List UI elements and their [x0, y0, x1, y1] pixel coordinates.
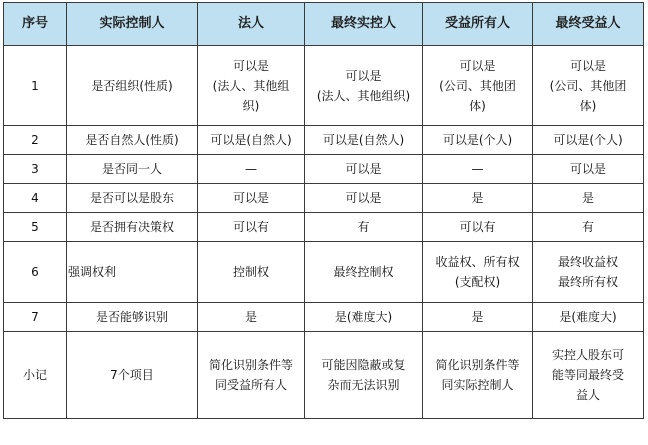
cell-ultimate-beneficiary: 是(难度大) [533, 303, 644, 332]
cell-ultimate-controller: 是(难度大) [305, 303, 423, 332]
table-row [4, 126, 644, 155]
cell-legal-person [198, 332, 305, 419]
cell-ultimate-beneficiary [533, 332, 644, 419]
cell-line: 能等同最终受 [551, 368, 624, 382]
cell-item: 是否能够识别 [67, 303, 198, 332]
cell-no: 1 [4, 46, 67, 126]
cell-beneficial-owner: 是 [423, 184, 533, 213]
cell-line: 益人 [575, 388, 600, 402]
cell-beneficial-owner: 是 [423, 303, 533, 332]
cell-legal-person: 可以有 [198, 213, 305, 242]
cell-legal-person: 控制权 [198, 242, 305, 303]
cell-line: 简化识别条件等 [435, 358, 520, 372]
cell-line: 最终收益权 [557, 255, 618, 269]
cell-ultimate-beneficiary: 可以是 [533, 155, 644, 184]
cell-no: 小记 [4, 332, 67, 419]
cell-legal-person [198, 46, 305, 126]
cell-line: 同实际控制人 [441, 378, 514, 392]
cell-line: (支配权) [454, 275, 501, 289]
cell-line: 可能因隐蔽或复 [321, 358, 406, 372]
cell-beneficial-owner: 可以有 [423, 213, 533, 242]
table-header-row [4, 3, 644, 46]
cell-beneficial-owner [423, 46, 533, 126]
cell-ultimate-controller: 可以是 [305, 155, 423, 184]
cell-ultimate-controller [305, 332, 423, 419]
table-row-summary [4, 332, 644, 419]
cell-legal-person: — [198, 155, 305, 184]
cell-line: (法人、其他组织) [316, 88, 411, 103]
cell-line: 可以是 [345, 68, 382, 83]
cell-no: 5 [4, 213, 67, 242]
cell-ultimate-controller: 有 [305, 213, 423, 242]
header-beneficial-owner: 受益所有人 [423, 3, 533, 46]
cell-line: 织) [242, 98, 260, 113]
table-row [4, 303, 644, 332]
cell-ultimate-beneficiary: 有 [533, 213, 644, 242]
cell-line: 最终所有权 [557, 275, 618, 289]
cell-ultimate-beneficiary: 是 [533, 184, 644, 213]
cell-beneficial-owner [423, 242, 533, 303]
cell-no: 2 [4, 126, 67, 155]
table-row [4, 213, 644, 242]
cell-ultimate-beneficiary: 可以是(个人) [533, 126, 644, 155]
cell-legal-person: 可以是 [198, 184, 305, 213]
cell-no: 6 [4, 242, 67, 303]
cell-ultimate-controller: 最终控制权 [305, 242, 423, 303]
cell-ultimate-beneficiary [533, 46, 644, 126]
cell-ultimate-controller: 可以是 [305, 184, 423, 213]
cell-line: 体) [579, 98, 597, 113]
table-row [4, 155, 644, 184]
cell-no: 4 [4, 184, 67, 213]
header-legal-person: 法人 [198, 3, 305, 46]
cell-line: 体) [469, 98, 486, 113]
cell-beneficial-owner: 可以是(个人) [423, 126, 533, 155]
cell-beneficial-owner: — [423, 155, 533, 184]
comparison-table [3, 2, 644, 419]
header-ultimate-controller: 最终实控人 [305, 3, 423, 46]
cell-item: 是否自然人(性质) [67, 126, 198, 155]
cell-ultimate-controller [305, 46, 423, 126]
cell-line: 可以是 [459, 58, 496, 73]
cell-legal-person: 是 [198, 303, 305, 332]
cell-beneficial-owner [423, 332, 533, 419]
table-row [4, 184, 644, 213]
comparison-table-container [3, 2, 644, 419]
cell-line: (法人、其他组 [212, 78, 290, 93]
header-actual-controller: 实际控制人 [67, 3, 198, 46]
table-row [4, 242, 644, 303]
cell-ultimate-controller: 可以是(自然人) [305, 126, 423, 155]
cell-line: 简化识别条件等 [208, 358, 293, 372]
cell-legal-person: 可以是(自然人) [198, 126, 305, 155]
cell-item: 强调权利 [67, 242, 198, 303]
cell-no: 3 [4, 155, 67, 184]
cell-line: 可以是 [569, 58, 606, 73]
cell-item: 是否拥有决策权 [67, 213, 198, 242]
cell-line: 杂而无法识别 [327, 378, 400, 392]
cell-line: 实控人股东可 [551, 348, 624, 362]
table-row [4, 46, 644, 126]
header-ultimate-beneficiary: 最终受益人 [533, 3, 644, 46]
header-no: 序号 [4, 3, 67, 46]
cell-item: 是否组织(性质) [67, 46, 198, 126]
cell-line: 可以是 [232, 58, 269, 73]
cell-item: 是否可以是股东 [67, 184, 198, 213]
cell-ultimate-beneficiary [533, 242, 644, 303]
cell-no: 7 [4, 303, 67, 332]
cell-item: 是否同一人 [67, 155, 198, 184]
cell-line: (公司、其他团 [549, 78, 627, 93]
cell-line: 收益权、所有权 [435, 255, 520, 269]
cell-line: (公司、其他团 [439, 78, 516, 93]
cell-line: 同受益所有人 [214, 378, 287, 392]
cell-item: 7个项目 [67, 332, 198, 419]
